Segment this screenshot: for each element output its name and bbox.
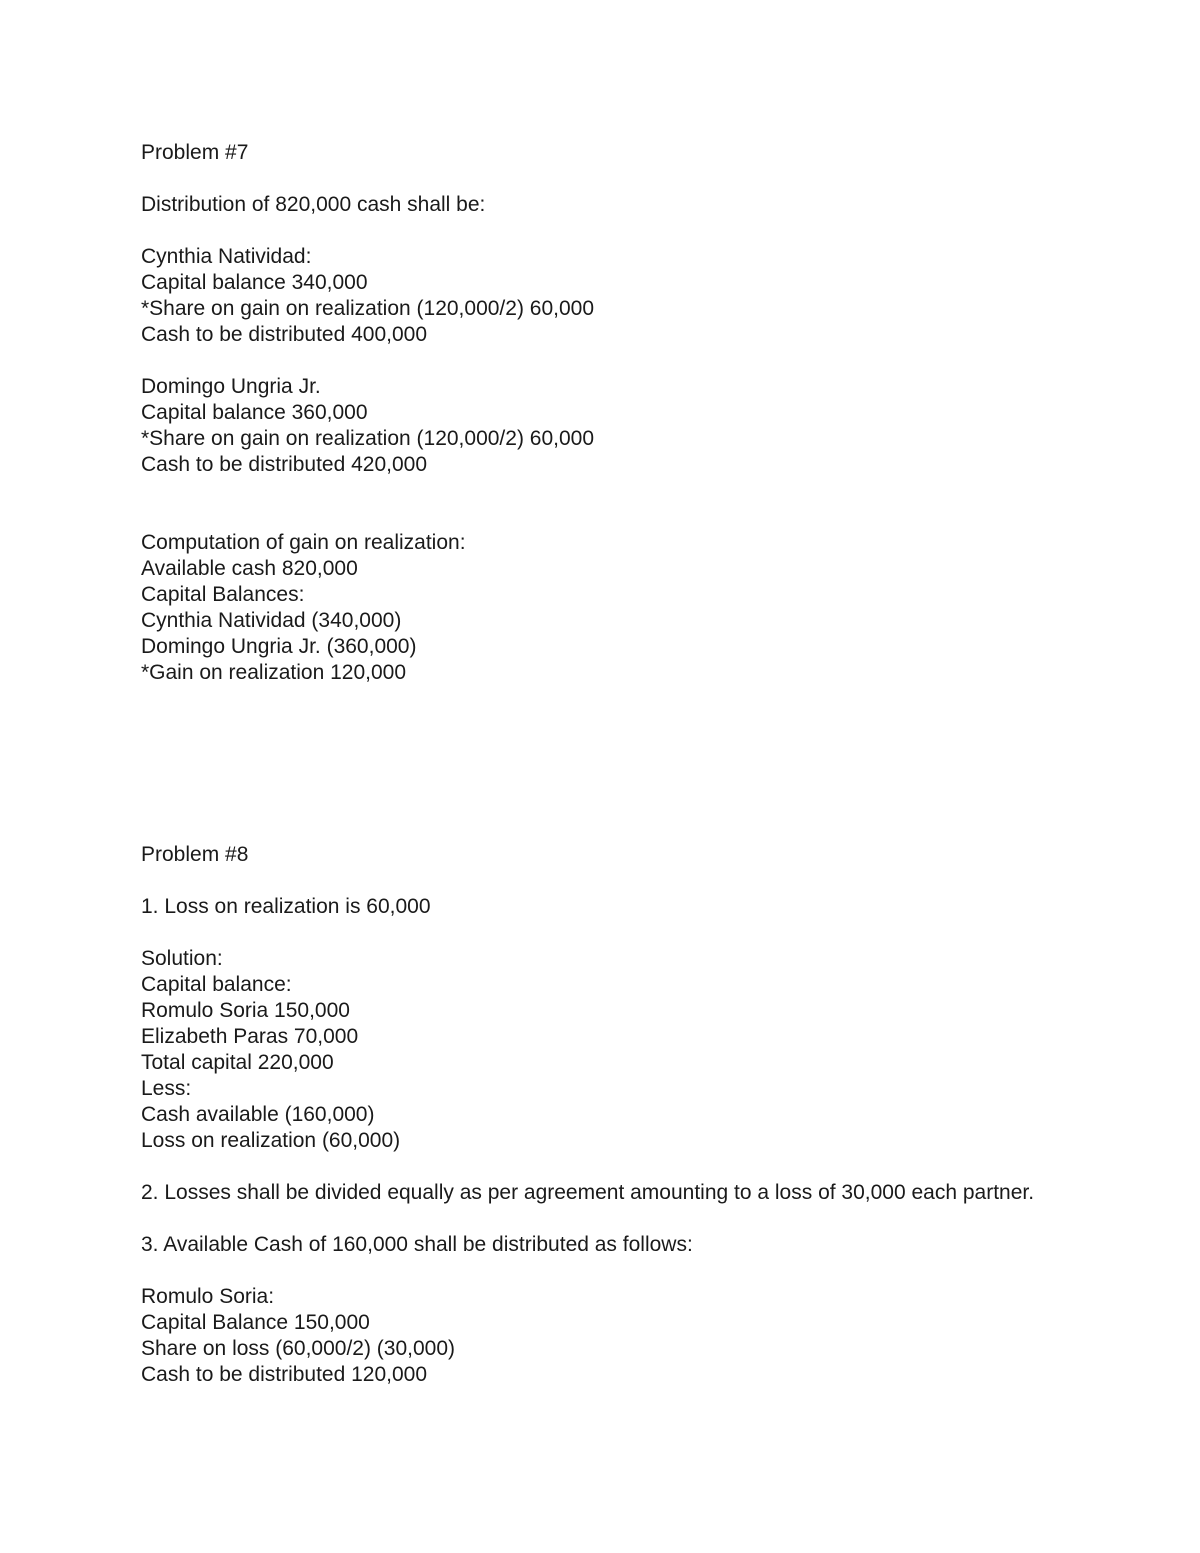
capital-balance-label: Capital balance:	[141, 973, 292, 996]
partner-romulo-block	[141, 1284, 1041, 1388]
romulo-balance: Romulo Soria 150,000	[141, 999, 350, 1022]
spacer	[141, 166, 1041, 192]
spacer	[141, 920, 1041, 946]
spacer	[141, 348, 1041, 374]
spacer	[141, 738, 1041, 764]
problem-8-section	[141, 842, 1041, 1388]
spacer	[141, 764, 1041, 790]
domingo-balance: Domingo Ungria Jr. (360,000)	[141, 635, 417, 658]
document-page	[141, 140, 1041, 1388]
spacer	[141, 790, 1041, 816]
spacer	[141, 1206, 1041, 1232]
cash-distributed: Cash to be distributed 120,000	[141, 1363, 428, 1386]
spacer	[141, 504, 1041, 530]
elizabeth-balance: Elizabeth Paras 70,000	[141, 1025, 359, 1048]
spacer	[141, 218, 1041, 244]
item-2: 2. Losses shall be divided equally as per agreement amounting to a loss of 30,000 each partner.	[141, 1181, 1035, 1204]
available-cash: Available cash 820,000	[141, 557, 358, 580]
spacer	[141, 686, 1041, 712]
problem-7-intro: Distribution of 820,000 cash shall be:	[141, 193, 486, 216]
solution-block	[141, 946, 1041, 1154]
item-1: 1. Loss on realization is 60,000	[141, 895, 431, 918]
spacer	[141, 816, 1041, 842]
spacer	[141, 868, 1041, 894]
capital-balance: Capital balance 360,000	[141, 401, 368, 424]
spacer	[141, 478, 1041, 504]
partner-cynthia-block	[141, 244, 1041, 348]
partner-name: Romulo Soria:	[141, 1285, 275, 1308]
loss-on-realization: Loss on realization (60,000)	[141, 1129, 401, 1152]
capital-balance: Capital balance 340,000	[141, 271, 368, 294]
cash-available: Cash available (160,000)	[141, 1103, 375, 1126]
gain-share: *Share on gain on realization (120,000/2) 60,000	[141, 427, 594, 450]
gain-share: *Share on gain on realization (120,000/2) 60,000	[141, 297, 594, 320]
cynthia-balance: Cynthia Natividad (340,000)	[141, 609, 402, 632]
capital-balances-label: Capital Balances:	[141, 583, 305, 606]
computation-heading: Computation of gain on realization:	[141, 531, 466, 554]
spacer	[141, 712, 1041, 738]
capital-balance: Capital Balance 150,000	[141, 1311, 370, 1334]
problem-7-section	[141, 140, 1041, 686]
partner-domingo-block	[141, 374, 1041, 478]
solution-heading: Solution:	[141, 947, 223, 970]
problem-8-title: Problem #8	[141, 843, 249, 866]
partner-name: Domingo Ungria Jr.	[141, 375, 321, 398]
gain-computation-block	[141, 530, 1041, 686]
problem-7-title: Problem #7	[141, 141, 249, 164]
item-3: 3. Available Cash of 160,000 shall be distributed as follows:	[141, 1233, 693, 1256]
less-label: Less:	[141, 1077, 192, 1100]
gain-on-realization: *Gain on realization 120,000	[141, 661, 407, 684]
total-capital: Total capital 220,000	[141, 1051, 334, 1074]
cash-distributed: Cash to be distributed 420,000	[141, 453, 428, 476]
spacer	[141, 1258, 1041, 1284]
cash-distributed: Cash to be distributed 400,000	[141, 323, 428, 346]
spacer	[141, 1154, 1041, 1180]
partner-name: Cynthia Natividad:	[141, 245, 312, 268]
loss-share: Share on loss (60,000/2) (30,000)	[141, 1337, 456, 1360]
